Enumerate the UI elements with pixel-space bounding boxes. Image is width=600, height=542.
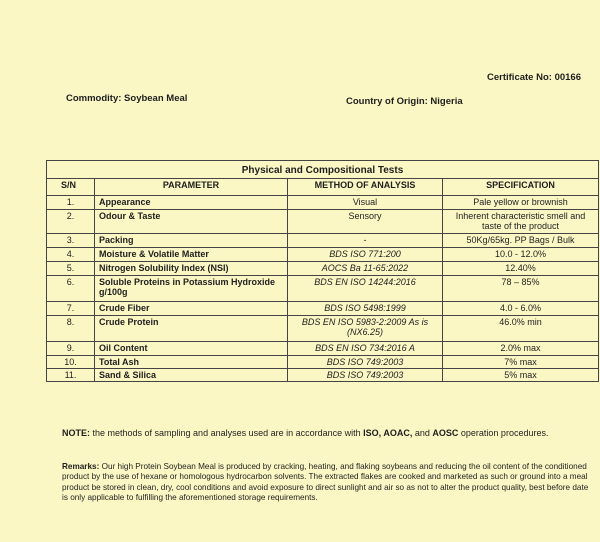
row-method: BDS ISO 749:2003 (288, 356, 443, 369)
row-parameter: Sand & Silica (95, 369, 288, 382)
header-method: METHOD OF ANALYSIS (288, 179, 443, 196)
row-specification: 5% max (443, 369, 599, 382)
row-method: BDS ISO 771:200 (288, 248, 443, 262)
row-parameter: Oil Content (95, 342, 288, 356)
row-parameter: Soluble Proteins in Potassium Hydroxide g/100g (95, 276, 288, 302)
table-row (47, 234, 599, 248)
tests-table (46, 160, 599, 382)
note-text-1: the methods of sampling and analyses used are in accordance with (90, 428, 364, 438)
table-caption: Physical and Compositional Tests (47, 161, 599, 179)
row-method: BDS ISO 5498:1999 (288, 302, 443, 316)
header-parameter: PARAMETER (95, 179, 288, 196)
row-specification: 46.0% min (443, 316, 599, 342)
row-sn: 3. (47, 234, 95, 248)
row-parameter: Total Ash (95, 356, 288, 369)
note-text-2: operation procedures. (458, 428, 549, 438)
note-label: NOTE: (62, 428, 90, 438)
row-method: AOCS Ba 11-65:2022 (288, 262, 443, 276)
row-parameter: Odour & Taste (95, 210, 288, 234)
row-method: BDS EN ISO 734:2016 A (288, 342, 443, 356)
row-sn: 2. (47, 210, 95, 234)
row-sn: 5. (47, 262, 95, 276)
remarks-label: Remarks: (62, 462, 100, 471)
row-method: BDS EN ISO 14244:2016 (288, 276, 443, 302)
row-sn: 11. (47, 369, 95, 382)
note-and: and (412, 428, 433, 438)
row-parameter: Crude Fiber (95, 302, 288, 316)
row-parameter: Packing (95, 234, 288, 248)
table-row (47, 210, 599, 234)
row-specification: 50Kg/65kg. PP Bags / Bulk (443, 234, 599, 248)
table-row (47, 369, 599, 382)
row-specification: 2.0% max (443, 342, 599, 356)
row-specification: 10.0 - 12.0% (443, 248, 599, 262)
header-sn: S/N (47, 179, 95, 196)
table-header-row (47, 179, 599, 196)
row-specification: 78 – 85% (443, 276, 599, 302)
row-method: BDS EN ISO 5983-2:2009 As is (NX6.25) (288, 316, 443, 342)
table-row (47, 248, 599, 262)
row-method: - (288, 234, 443, 248)
row-specification: 4.0 - 6.0% (443, 302, 599, 316)
row-sn: 6. (47, 276, 95, 302)
table-row (47, 356, 599, 369)
row-sn: 1. (47, 196, 95, 210)
row-sn: 8. (47, 316, 95, 342)
row-specification: 7% max (443, 356, 599, 369)
row-sn: 10. (47, 356, 95, 369)
commodity: Commodity: Soybean Meal (66, 93, 188, 104)
note-aosc: AOSC (432, 428, 459, 438)
row-sn: 7. (47, 302, 95, 316)
remarks-text: Our high Protein Soybean Meal is produced by cracking, heating, and flaking soybeans and reducing the oil content of the conditioned product by the use of hexane or homologous hydrocarbon solvents. The extracted flakes are cooked and marketed as such or ground into a meal product be stored in clean, dry, cool conditions and avoid exposure to direct sunlight and air so as not to alter the product quality, best before date is only applicable to fulfilling the aforementioned storage requirements. (62, 462, 589, 503)
row-specification: 12.40% (443, 262, 599, 276)
table-row (47, 342, 599, 356)
row-method: BDS ISO 749:2003 (288, 369, 443, 382)
table-row (47, 276, 599, 302)
row-parameter: Moisture & Volatile Matter (95, 248, 288, 262)
row-sn: 4. (47, 248, 95, 262)
certificate-value: 00166 (554, 72, 581, 83)
table-row (47, 196, 599, 210)
table-row (47, 262, 599, 276)
remarks (62, 462, 592, 504)
table-row (47, 302, 599, 316)
row-specification: Inherent characteristic smell and taste of the product (443, 210, 599, 234)
country-of-origin: Country of Origin: Nigeria (346, 96, 463, 107)
row-parameter: Nitrogen Solubility Index (NSI) (95, 262, 288, 276)
table-row (47, 316, 599, 342)
note-aoac: AOAC, (381, 428, 413, 438)
header-specification: SPECIFICATION (443, 179, 599, 196)
row-sn: 9. (47, 342, 95, 356)
row-parameter: Crude Protein (95, 316, 288, 342)
certificate-label: Certificate No: (487, 72, 552, 83)
row-method: Sensory (288, 210, 443, 234)
row-method: Visual (288, 196, 443, 210)
row-parameter: Appearance (95, 196, 288, 210)
note-iso: ISO, (363, 428, 382, 438)
note (62, 427, 592, 439)
row-specification: Pale yellow or brownish (443, 196, 599, 210)
certificate-number (487, 72, 581, 83)
